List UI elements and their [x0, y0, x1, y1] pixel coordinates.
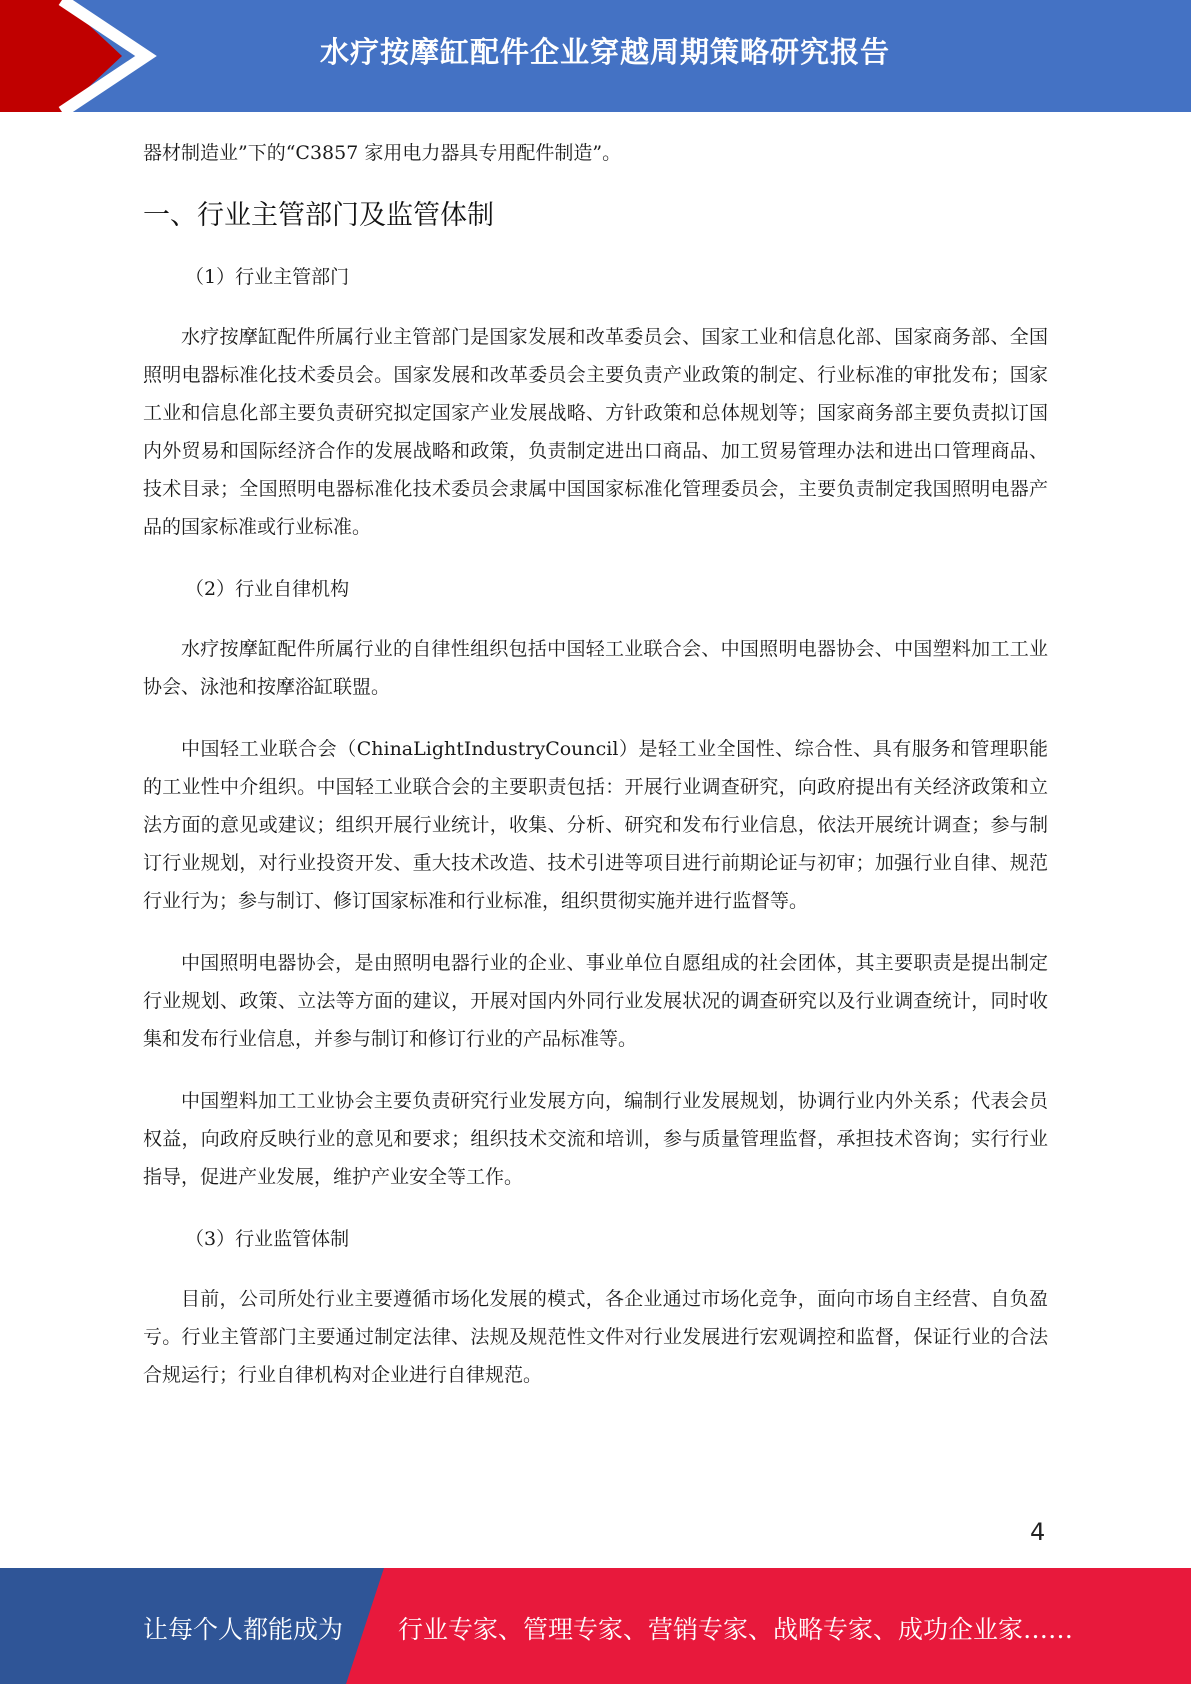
red-chevron-icon — [0, 0, 160, 112]
page-header — [0, 0, 1191, 112]
report-title: 水疗按摩缸配件企业穿越周期策略研究报告 — [320, 35, 891, 69]
paragraph-regulatory-system: 目前，公司所处行业主要遵循市场化发展的模式，各企业通过市场化竞争，面向市场自主经营、自负盈亏。行业主管部门主要通过制定法律、法规及规范性文件对行业发展进行宏观调控和监督，保证行业的合法合规运行；行业自律机构对企业进行自律规范。 — [143, 1288, 1048, 1386]
intro-line: 器材制造业”下的“C3857 家用电力器具专用配件制造”。 — [143, 142, 622, 164]
paragraph-plastics-association: 中国塑料加工工业协会主要负责研究行业发展方向，编制行业发展规划，协调行业内外关系；代表会员权益，向政府反映行业的意见和要求；组织技术交流和培训，参与质量管理监督，承担技术咨询；实行行业指导，促进产业发展，维护产业安全等工作。 — [143, 1090, 1048, 1188]
page-footer — [0, 1568, 1191, 1684]
page-number: 4 — [1030, 1518, 1046, 1546]
subheading-self-regulatory-bodies: （2）行业自律机构 — [185, 578, 350, 600]
footer-slogan-right: 行业专家、管理专家、营销专家、战略专家、成功企业家…… — [398, 1615, 1074, 1644]
document-body — [143, 134, 1048, 1418]
paragraph-light-industry-council: 中国轻工业联合会（ChinaLightIndustryCouncil）是轻工业全国性、综合性、具有服务和管理职能的工业性中介组织。中国轻工业联合会的主要职责包括：开展行业调查研究，向政府提出有关经济政策和立法方面的意见或建议；组织开展行业统计，收集、分析、研究和发布行业信息，依法开展统计调查；参与制订行业规划，对行业投资开发、重大技术改造、技术引进等项目进行前期论证与初审；加强行业自律、规范行业行为；参与制订、修订国家标准和行业标准，组织贯彻实施并进行监督等。 — [143, 738, 1048, 912]
paragraph-competent-departments: 水疗按摩缸配件所属行业主管部门是国家发展和改革委员会、国家工业和信息化部、国家商务部、全国照明电器标准化技术委员会。国家发展和改革委员会主要负责产业政策的制定、行业标准的审批发布；国家工业和信息化部主要负责研究拟定国家产业发展战略、方针政策和总体规划等；国家商务部主要负责拟订国内外贸易和国际经济合作的发展战略和政策，负责制定进出口商品、加工贸易管理办法和进出口管理商品、技术目录；全国照明电器标准化技术委员会隶属中国国家标准化管理委员会，主要负责制定我国照明电器产品的国家标准或行业标准。 — [143, 326, 1048, 538]
footer-slogan-left: 让每个人都能成为 — [143, 1615, 344, 1644]
subheading-competent-departments: （1）行业主管部门 — [185, 266, 350, 288]
paragraph-self-regulatory-overview: 水疗按摩缸配件所属行业的自律性组织包括中国轻工业联合会、中国照明电器协会、中国塑料加工工业协会、泳池和按摩浴缸联盟。 — [143, 638, 1048, 698]
subheading-regulatory-system: （3）行业监管体制 — [185, 1228, 350, 1250]
paragraph-lighting-association: 中国照明电器协会，是由照明电器行业的企业、事业单位自愿组成的社会团体，其主要职责是提出制定行业规划、政策、立法等方面的建议，开展对国内外同行业发展状况的调查研究以及行业调查统计，同时收集和发布行业信息，并参与制订和修订行业的产品标准等。 — [143, 952, 1048, 1050]
section-heading: 一、行业主管部门及监管体制 — [143, 200, 494, 231]
